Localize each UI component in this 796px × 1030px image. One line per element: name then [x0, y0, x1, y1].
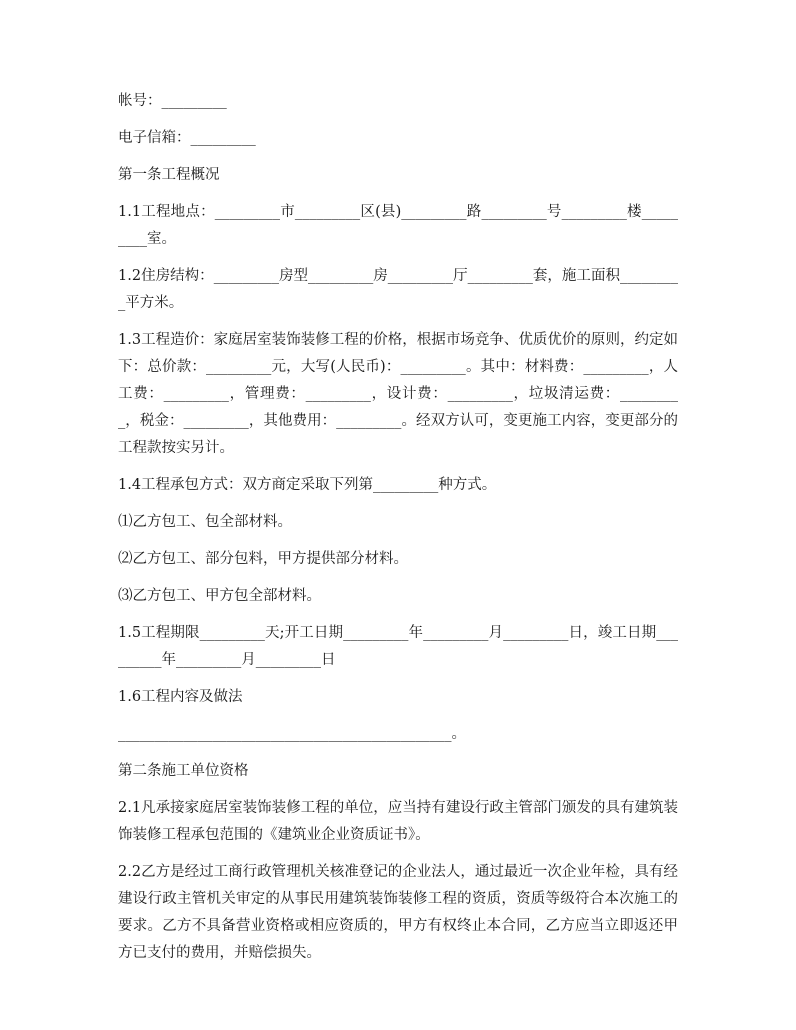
clause-2-2: 2.2乙方是经过工商行政管理机关核准登记的企业法人，通过最近一次企业年检，具有经建设行政主管机关审定的从事民用建筑装饰装修工程的资质，资质等级符合本次施工的要求。乙方不具备营业资格或相应资质的，甲方有权终止本合同，乙方应当立即返还甲方已支付的费用，并赔偿损失。	[118, 864, 678, 961]
document-page	[118, 88, 678, 977]
clause-2-1: 2.1凡承接家庭居室装饰装修工程的单位，应当持有建设行政主管部门颁发的具有建筑装饰装修工程承包范围的《建筑业企业资质证书》。	[118, 800, 678, 843]
clause-1-2: 1.2住房结构：_________房型_________房_________厅_________套，施工面积_________平方米。	[118, 268, 678, 311]
clause-1-6-blank: ______________________________________________。	[118, 726, 466, 742]
clause-1-5: 1.5工程期限_________天;开工日期_________年_________月_________日，竣工日期_________年_________月_________日	[118, 625, 678, 668]
option-2: ⑵乙方包工、部分包料，甲方提供部分材料。	[118, 551, 408, 567]
clause-1-3: 1.3工程造价：家庭居室装饰装修工程的价格，根据市场竞争、优质优价的原则，约定如下：总价款：_________元，大写(人民币)：_________。其中：材料费：_________，人工费：_________，管理费：_________，设计费：_________，垃圾清运费：_________，税金：_________，其他费用：_________。经双方认可，变更施工内容，变更部分的工程款按实另计。	[118, 332, 678, 456]
article-2-heading: 第二条施工单位资格	[118, 763, 249, 779]
option-1: ⑴乙方包工、包全部材料。	[118, 514, 292, 530]
article-1-heading: 第一条工程概况	[118, 167, 220, 183]
account-line: 帐号：_________	[118, 93, 227, 109]
clause-1-4: 1.4工程承包方式：双方商定采取下列第_________种方式。	[118, 477, 497, 493]
email-line: 电子信箱：_________	[118, 130, 256, 146]
clause-1-1: 1.1工程地点：_________市_________区(县)_________路_________号_________楼_________室。	[118, 204, 678, 247]
option-3: ⑶乙方包工、甲方包全部材料。	[118, 588, 321, 604]
clause-1-6: 1.6工程内容及做法	[118, 689, 243, 705]
